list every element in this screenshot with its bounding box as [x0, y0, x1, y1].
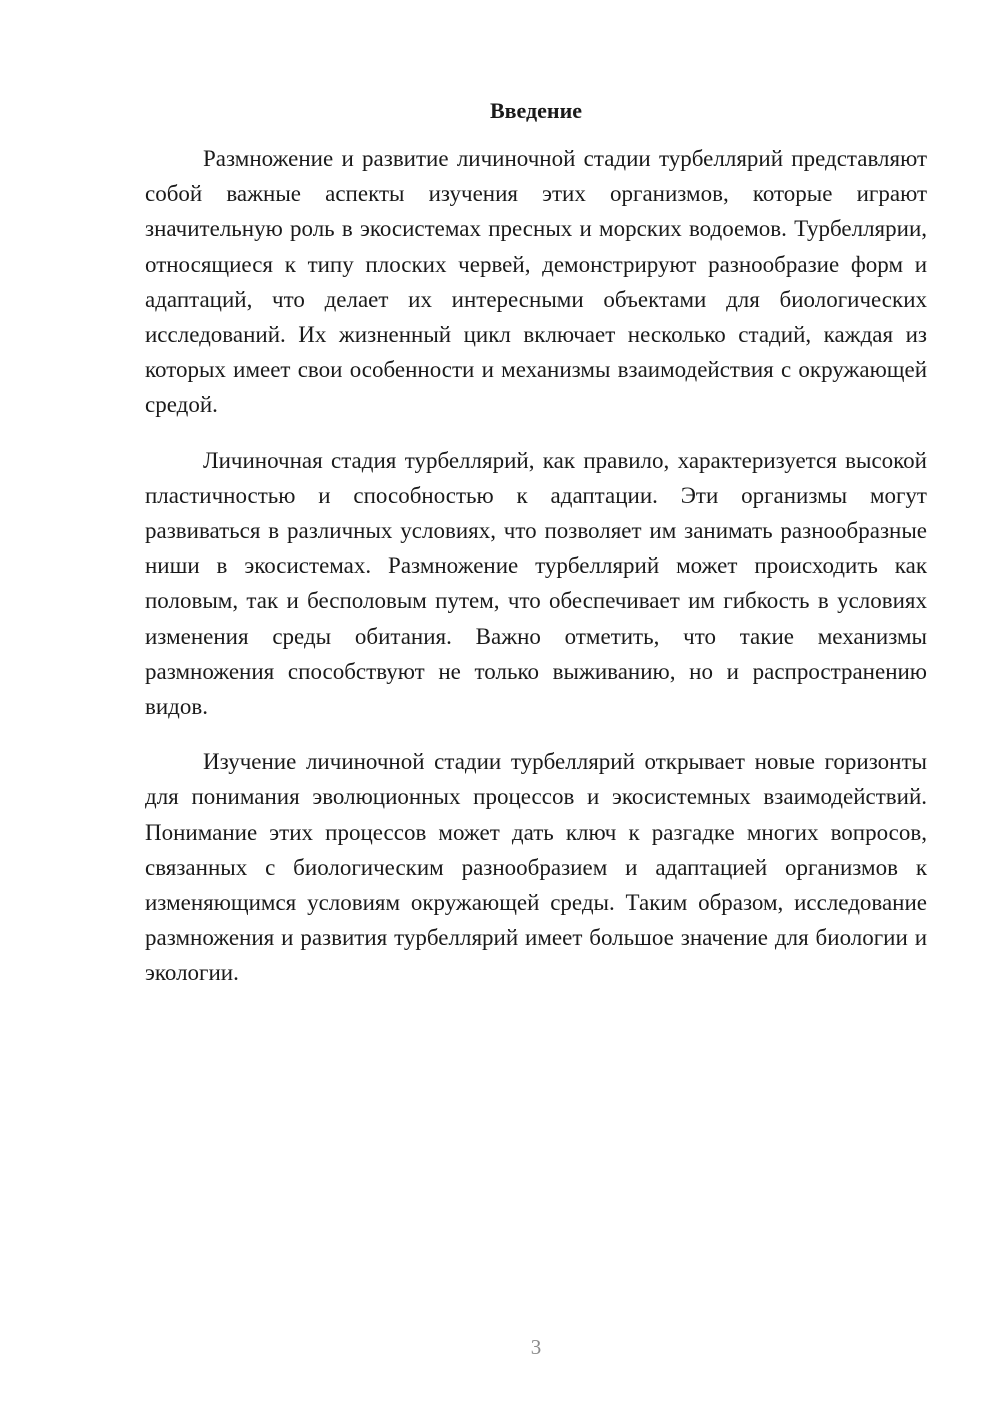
paragraph-2: Личиночная стадия турбеллярий, как правило, характеризуется высокой пластичностью и способностью к адаптации. Эти организмы могут развиваться в различных условиях, что позволяет им занимать разнообразные ниши в экосистемах. Размножение турбеллярий может происходить как половым, так и бесполовым путем, что обеспечивает им гибкость в условиях изменения среды обитания. Важно отметить, что такие механизмы размножения способствуют не только выживанию, но и распространению видов.	[145, 447, 927, 720]
body-text	[145, 141, 927, 1011]
page-number: 3	[530, 1335, 542, 1359]
section-heading: Введение	[489, 98, 583, 123]
paragraph-3: Изучение личиночной стадии турбеллярий открывает новые горизонты для понимания эволюционных процессов и экосистемных взаимодействий. Понимание этих процессов может дать ключ к разгадке многих вопросов, связанных с биологическим разнообразием и адаптацией организмов к изменяющимся условиям окружающей среды. Таким образом, исследование размножения и развития турбеллярий имеет большое значение для биологии и экологии.	[145, 749, 927, 986]
paragraph-1: Размножение и развитие личиночной стадии турбеллярий представляют собой важные аспекты изучения этих организмов, которые играют значительную роль в экосистемах пресных и морских водоемов. Турбеллярии, относящиеся к типу плоских червей, демонстрируют разнообразие форм и адаптаций, что делает их интересными объектами для биологических исследований. Их жизненный цикл включает несколько стадий, каждая из которых имеет свои особенности и механизмы взаимодействия с окружающей средой.	[145, 146, 927, 418]
